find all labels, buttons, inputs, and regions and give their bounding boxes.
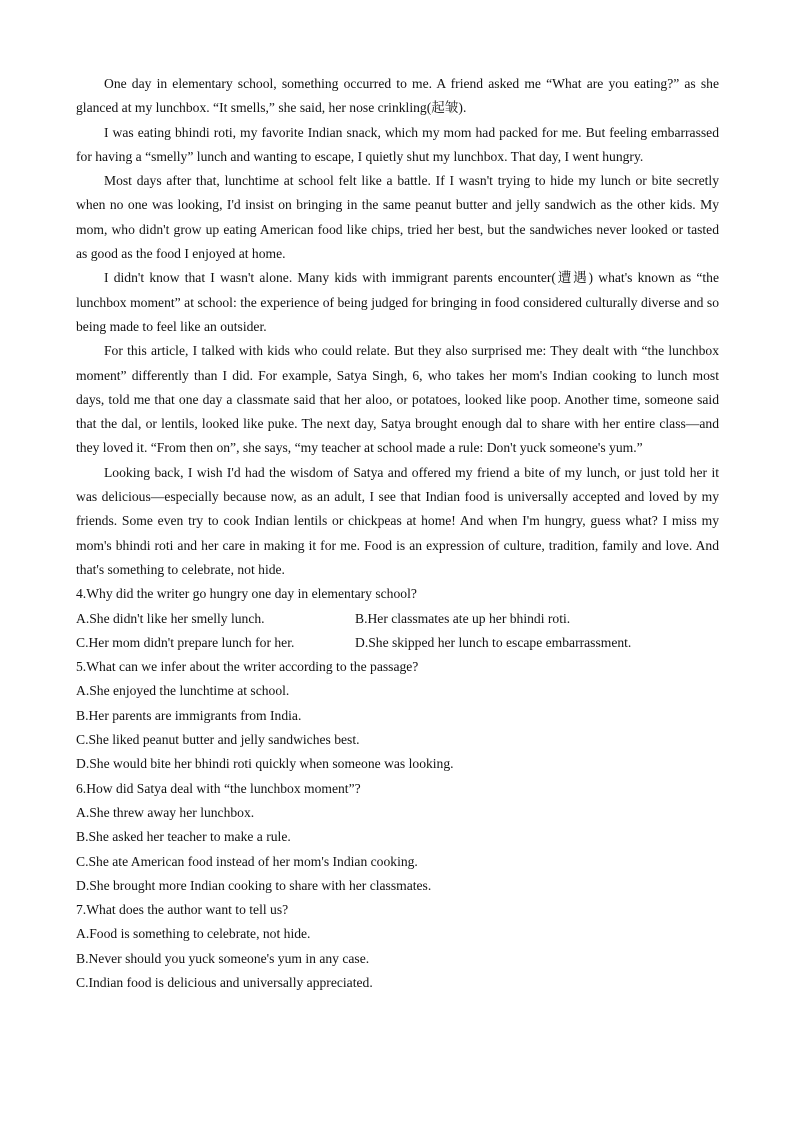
option-b: B.Never should you yuck someone's yum in any case. <box>76 950 370 966</box>
passage-paragraph-3: Most days after that, lunchtime at school felt like a battle. If I wasn't trying to hide my lunch or bite secretly when no one was looking, I'd insist on bringing in the same peanut butter and jelly sandwich as the other kids. My mom, who didn't grow up eating American food like chips, tried her best, but the sandwiches never looked or tasted as good as the food I enjoyed at home. <box>76 173 719 262</box>
option-d: D.She would bite her bhindi roti quickly when someone was looking. <box>76 756 454 772</box>
option-c: C.She liked peanut butter and jelly sandwiches best. <box>76 732 360 748</box>
passage-paragraph-5: For this article, I talked with kids who could relate. But they also surprised me: They dealt with “the lunchbox moment” differently than I did. For example, Satya Singh, 6, who takes her mom's Indian cooking to lunch most days, told me that one day a classmate said that her aloo, or potatoes, looked like poop. Another time, someone said that the dal, or lentils, looked like puke. The next day, Satya brought enough dal to share with her entire class—and they loved it. “From then on”, she says, “my teacher at school made a rule: Don't yuck someone's yum.” <box>76 343 719 456</box>
reading-passage <box>76 72 719 582</box>
option-b: B.Her classmates ate up her bhindi roti. <box>355 610 571 626</box>
question-stem: 6.How did Satya deal with “the lunchbox moment”? <box>76 780 361 796</box>
passage-paragraph-1: One day in elementary school, something occurred to me. A friend asked me “What are you eating?” as she glanced at my lunchbox. “It smells,” she said, her nose crinkling(起皱). <box>76 76 719 116</box>
option-d: D.She brought more Indian cooking to share with her classmates. <box>76 877 432 893</box>
question-6 <box>76 777 719 898</box>
question-7 <box>76 898 719 995</box>
passage-paragraph-4: I didn't know that I wasn't alone. Many kids with immigrant parents encounter(遭遇) what's known as “the lunchbox moment” at school: the experience of being judged for bringing in food considered culturally diverse and so being made to feel like an outsider. <box>76 270 719 334</box>
option-c: C.She ate American food instead of her mom's Indian cooking. <box>76 853 418 869</box>
question-stem: 7.What does the author want to tell us? <box>76 902 289 918</box>
option-row <box>76 607 719 631</box>
question-5 <box>76 655 719 776</box>
option-a: A.She enjoyed the lunchtime at school. <box>76 683 290 699</box>
option-b: B.Her parents are immigrants from India. <box>76 707 302 723</box>
passage-paragraph-6: Looking back, I wish I'd had the wisdom of Satya and offered my friend a bite of my lunch, or just told her it was delicious—especially because now, as an adult, I see that Indian food is universally accepted and loved by my friends. Some even try to cook Indian lentils or chickpeas at home! And when I'm hungry, guess what? I miss my mom's bhindi roti and her care in making it for me. Food is an expression of culture, tradition, family and love. And that's something to celebrate, not hide. <box>76 464 719 577</box>
question-stem: 4.Why did the writer go hungry one day in elementary school? <box>76 586 417 602</box>
document-page <box>76 72 719 995</box>
option-row <box>76 631 719 655</box>
option-a: A.Food is something to celebrate, not hide. <box>76 926 311 942</box>
option-c: C.Her mom didn't prepare lunch for her. <box>76 634 295 650</box>
question-4 <box>76 582 719 655</box>
option-c: C.Indian food is delicious and universally appreciated. <box>76 974 373 990</box>
option-a: A.She threw away her lunchbox. <box>76 804 255 820</box>
question-stem: 5.What can we infer about the writer according to the passage? <box>76 659 419 675</box>
passage-paragraph-2: I was eating bhindi roti, my favorite Indian snack, which my mom had packed for me. But feeling embarrassed for having a “smelly” lunch and wanting to escape, I quietly shut my lunchbox. That day, I went hungry. <box>76 124 719 164</box>
option-a: A.She didn't like her smelly lunch. <box>76 610 265 626</box>
option-b: B.She asked her teacher to make a rule. <box>76 829 291 845</box>
option-d: D.She skipped her lunch to escape embarrassment. <box>355 634 632 650</box>
